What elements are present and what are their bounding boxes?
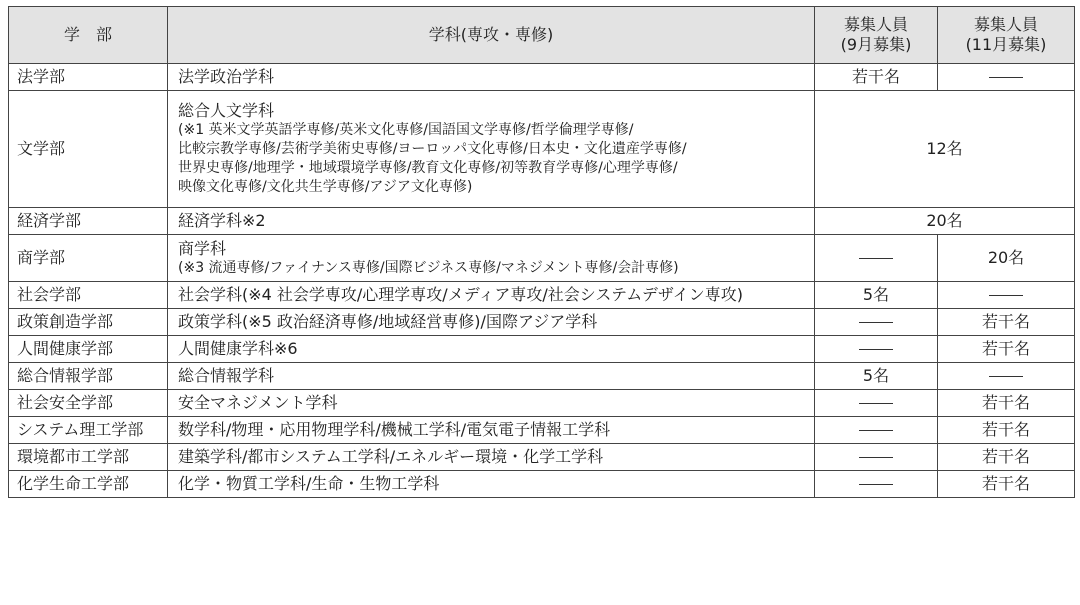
recruitment-table — [8, 6, 1075, 498]
department-cell — [168, 390, 815, 417]
faculty-cell: 社会学部 — [9, 282, 168, 309]
november-count: 若干名 — [938, 390, 1075, 417]
november-count — [938, 363, 1075, 390]
header-department: 学科(専攻・専修) — [168, 7, 815, 64]
dash-mark — [859, 457, 893, 458]
november-count: 若干名 — [938, 309, 1075, 336]
department-name: 化学・物質工学科/生命・生物工学科 — [178, 474, 440, 493]
department-note-line: 世界史専修/地理学・地域環境学専修/教育文化専修/初等教育学専修/心理学専修/ — [178, 160, 678, 176]
september-count — [815, 471, 938, 498]
dash-mark — [859, 258, 893, 259]
september-count — [815, 309, 938, 336]
table-row-law — [9, 64, 1075, 91]
department-note-line: (※3 流通専修/ファイナンス専修/国際ビジネス専修/マネジメント専修/会計専修) — [178, 259, 679, 276]
faculty-cell: 商学部 — [9, 235, 168, 282]
department-cell — [168, 471, 815, 498]
department-cell — [168, 336, 815, 363]
table-row-health — [9, 336, 1075, 363]
faculty-cell: 化学生命工学部 — [9, 471, 168, 498]
table-row-policy — [9, 309, 1075, 336]
department-name: 商学科 — [178, 238, 227, 258]
september-count — [815, 444, 938, 471]
faculty-cell: システム理工学部 — [9, 417, 168, 444]
department-cell — [168, 235, 815, 282]
faculty-cell: 総合情報学部 — [9, 363, 168, 390]
table-row-chemistry-bio — [9, 471, 1075, 498]
november-count: 若干名 — [938, 417, 1075, 444]
header-row — [9, 7, 1075, 64]
table-row-informatics — [9, 363, 1075, 390]
november-count: 若干名 — [938, 336, 1075, 363]
header-faculty: 学 部 — [9, 7, 168, 64]
dash-mark — [859, 484, 893, 485]
dash-mark — [859, 403, 893, 404]
faculty-cell: 文学部 — [9, 91, 168, 208]
september-count — [815, 235, 938, 282]
department-name: 数学科/物理・応用物理学科/機械工学科/電気電子情報工学科 — [178, 420, 611, 439]
november-count — [938, 282, 1075, 309]
department-cell — [168, 282, 815, 309]
department-cell — [168, 363, 815, 390]
table-row-sociology — [9, 282, 1075, 309]
dash-mark — [989, 77, 1023, 78]
department-cell — [168, 444, 815, 471]
department-cell — [168, 91, 815, 208]
header-september — [815, 7, 938, 64]
header-september-line1: 募集人員 — [843, 15, 908, 34]
september-count: 5名 — [815, 282, 938, 309]
department-cell — [168, 417, 815, 444]
department-cell — [168, 64, 815, 91]
combined-count: 12名 — [815, 91, 1075, 208]
department-name: 社会学科(※4 社会学専攻/心理学専攻/メディア専攻/社会システムデザイン専攻) — [178, 285, 744, 304]
september-count: 若干名 — [815, 64, 938, 91]
faculty-cell: 社会安全学部 — [9, 390, 168, 417]
faculty-cell: 法学部 — [9, 64, 168, 91]
dash-mark — [859, 430, 893, 431]
november-count: 若干名 — [938, 471, 1075, 498]
september-count — [815, 417, 938, 444]
faculty-cell: 人間健康学部 — [9, 336, 168, 363]
department-note-line: (※1 英米文学英語学専修/英米文化専修/国語国文学専修/哲学倫理学専修/ — [178, 122, 634, 138]
department-note-line: 比較宗教学専修/芸術学美術史専修/ヨーロッパ文化専修/日本史・文化遺産学専修/ — [178, 141, 687, 157]
table-row-systems-engineering — [9, 417, 1075, 444]
november-count — [938, 64, 1075, 91]
department-name: 人間健康学科※6 — [178, 339, 298, 358]
department-name: 建築学科/都市システム工学科/エネルギー環境・化学工学科 — [178, 447, 604, 466]
department-note-line: 映像文化専修/文化共生学専修/アジア文化専修) — [178, 179, 473, 195]
dash-mark — [989, 376, 1023, 377]
department-name: 安全マネジメント学科 — [178, 393, 338, 412]
table-row-environmental-engineering — [9, 444, 1075, 471]
department-name: 総合情報学科 — [178, 366, 275, 385]
table-row-commerce — [9, 235, 1075, 282]
faculty-cell: 政策創造学部 — [9, 309, 168, 336]
november-count: 20名 — [938, 235, 1075, 282]
table-row-safety — [9, 390, 1075, 417]
dash-mark — [859, 322, 893, 323]
department-name: 経済学科※2 — [178, 211, 266, 230]
header-november-line1: 募集人員 — [973, 15, 1038, 34]
table-row-letters — [9, 91, 1075, 208]
department-name: 総合人文学科 — [178, 101, 275, 120]
department-cell — [168, 208, 815, 235]
header-november-line2: (11月募集) — [965, 35, 1047, 54]
combined-count: 20名 — [815, 208, 1075, 235]
dash-mark — [859, 349, 893, 350]
header-november — [938, 7, 1075, 64]
header-september-line2: (9月募集) — [840, 35, 912, 54]
september-count — [815, 390, 938, 417]
september-count — [815, 336, 938, 363]
table-row-economics — [9, 208, 1075, 235]
faculty-cell: 経済学部 — [9, 208, 168, 235]
september-count: 5名 — [815, 363, 938, 390]
faculty-cell: 環境都市工学部 — [9, 444, 168, 471]
department-cell — [168, 309, 815, 336]
department-name: 政策学科(※5 政治経済専修/地域経営専修)/国際アジア学科 — [178, 312, 598, 331]
department-name: 法学政治学科 — [178, 67, 275, 86]
dash-mark — [989, 295, 1023, 296]
november-count: 若干名 — [938, 444, 1075, 471]
